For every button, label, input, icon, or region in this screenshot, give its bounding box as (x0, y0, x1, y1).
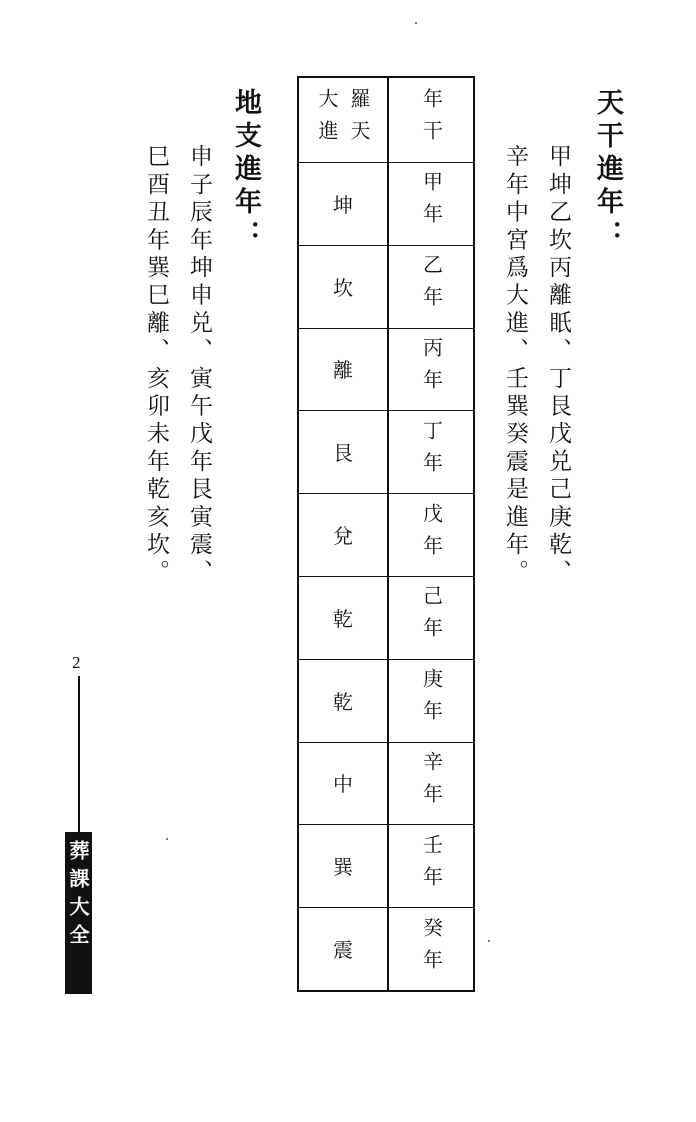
header-gua-col2: 大進 (315, 88, 339, 152)
dizhi-line-2: 巳酉丑年巽巳離、亥卯未年乾亥坎。 (143, 144, 169, 588)
table-header-year (389, 78, 475, 162)
year-cell (389, 576, 475, 659)
year-label: 乙年 (419, 254, 444, 319)
year-cell (389, 162, 475, 245)
year-cell (389, 742, 475, 825)
year-label: 甲年 (419, 171, 444, 236)
book-title-tab (65, 832, 92, 994)
gua-cell: 離 (333, 358, 353, 383)
scan-speck (166, 838, 168, 840)
scan-speck (488, 940, 490, 942)
year-cell (389, 824, 475, 907)
year-label: 戊年 (419, 502, 444, 567)
gua-cell: 中 (333, 772, 353, 797)
page-number: 2 (72, 653, 81, 672)
book-title: 葬課大全 (66, 840, 90, 952)
header-gua-col1: 羅天 (347, 88, 371, 152)
tiangan-heading: 天干進年： (592, 88, 623, 253)
scan-speck (415, 22, 417, 24)
year-cell (389, 328, 475, 411)
gua-cell: 震 (333, 938, 353, 963)
gua-cell: 坤 (333, 192, 353, 217)
year-cell (389, 907, 475, 990)
year-label: 己年 (419, 585, 444, 650)
year-label: 庚年 (419, 668, 444, 733)
tiangan-line-2: 辛年中宮爲大進、壬巽癸震是進年。 (502, 144, 528, 588)
year-cell (389, 493, 475, 576)
gua-cell: 乾 (333, 689, 353, 714)
table-header-gua (299, 78, 387, 162)
gua-cell: 乾 (333, 606, 353, 631)
year-label: 丁年 (419, 419, 444, 484)
year-cell (389, 659, 475, 742)
tiangan-line-1: 甲坤乙坎丙離眂、丁艮戊兑己庚乾、 (545, 144, 571, 588)
header-year-label: 年干 (419, 88, 444, 152)
margin-rule (78, 676, 80, 832)
jinnian-table (297, 76, 475, 992)
gua-cell: 兌 (333, 524, 353, 549)
gua-cell: 坎 (333, 275, 353, 300)
year-cell (389, 245, 475, 328)
dizhi-line-1: 申子辰年坤申兑、寅午戊年艮寅震、 (186, 144, 212, 588)
year-cell (389, 410, 475, 493)
year-label: 壬年 (419, 833, 444, 898)
gua-cell: 艮 (333, 441, 353, 466)
year-label: 辛年 (419, 750, 444, 815)
gua-cell: 巽 (333, 855, 353, 880)
dizhi-heading: 地支進年： (230, 88, 261, 253)
year-label: 癸年 (419, 916, 444, 981)
year-label: 丙年 (419, 336, 444, 401)
